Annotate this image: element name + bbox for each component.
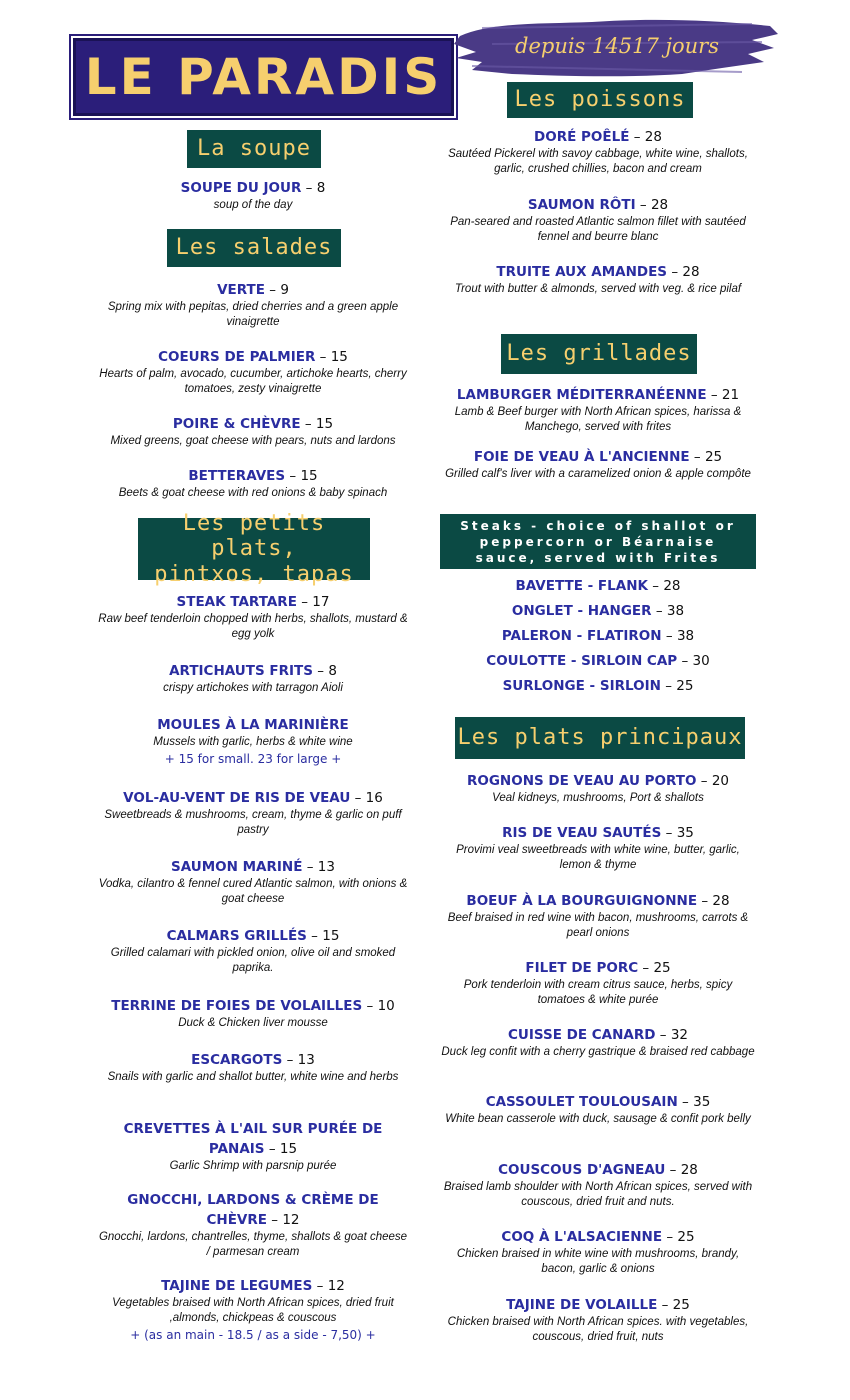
item-price: 28 [712,893,730,909]
item-price: 35 [693,1094,711,1110]
item-price: 15 [279,1141,298,1157]
item-price: 28 [663,578,681,594]
item-name: ROGNONS DE VEAU AU PORTO [466,773,697,789]
item-price: 25 [653,960,671,976]
item-name: SOUPE DU JOUR [180,180,302,196]
item-description: Veal kidneys, mushrooms, Port & shallots [492,792,704,804]
item-price: 25 [704,449,723,465]
item-name: POIRE & CHÈVRE [172,416,301,432]
menu-item: TRUITE AUX AMANDES – 28 Trout with butter & almonds, served with veg. & rice pilaf [440,261,756,297]
menu-item: TERRINE DE FOIES DE VOLAILLES – 10 Duck & Chicken liver mousse [98,995,408,1031]
item-price: 8 [328,663,337,679]
item-price: 28 [644,129,662,145]
item-name: BAVETTE - FLANK [515,578,648,594]
item-name: SAUMON RÔTI [527,197,636,213]
menu-item: BAVETTE - FLANK – 28 [515,578,681,594]
item-description: Trout with butter & almonds, served with veg. & rice pilaf [454,283,742,295]
item-price: 15 [315,416,334,432]
menu-item: COQ À L'ALSACIENNE – 25 Chicken braised in white wine with mushrooms, brandy, bacon, garlic & onions [440,1226,756,1277]
item-price-note: + (as an main - 18.5 / as a side - 7,50) + [130,1328,376,1342]
item-description: Sautéed Pickerel with savoy cabbage, white wine, shallots, garlic, crushed chillies, bacon and cream [448,148,748,175]
item-price: 15 [330,349,348,365]
menu-item: ARTICHAUTS FRITS – 8 crispy artichokes with tarragon Aioli [98,660,408,696]
item-description: Pan-seared and roasted Atlantic salmon fillet with sautéed fennel and beurre blanc [450,216,746,243]
menu-item: TAJINE DE LEGUMES – 12 Vegetables braised with North African spices, dried fruit ,almonds, chickpeas & couscous + (as an main - 18.5 / as a side - 7,50) + [98,1275,408,1343]
item-price: 20 [711,773,729,789]
item-description: Pork tenderloin with cream citrus sauce, herbs, spicy tomatoes & white purée [463,979,733,1006]
menu-item: ONGLET - HANGER – 38 [511,603,685,619]
menu-item: SAUMON MARINÉ – 13 Vodka, cilantro & fennel cured Atlantic salmon, with onions & goat cheese [98,859,408,905]
item-name: COQ À L'ALSACIENNE [501,1229,663,1245]
menu-item: DORÉ POÊLÉ – 28 Sautéed Pickerel with savoy cabbage, white wine, shallots, garlic, crushed chillies, bacon and cream [440,126,756,177]
item-price: 8 [316,180,326,196]
tagline-banner [452,14,782,78]
menu-item: COUSCOUS D'AGNEAU – 28 Braised lamb shoulder with North African spices, served with couscous, dried fruit and nuts. [440,1159,756,1210]
menu-item: PALERON - FLATIRON – 38 [501,628,695,644]
item-name: ARTICHAUTS FRITS [169,663,313,679]
item-description: Duck leg confit with a cherry gastrique & braised red cabbage [441,1046,755,1058]
item-price: 9 [280,282,289,298]
section-header-salades: Les salades [167,229,341,267]
menu-item: SOUPE DU JOUR – 8 soup of the day [98,177,408,213]
item-description: Provimi veal sweetbreads with white wine, butter, garlic, lemon & thyme [456,844,740,871]
item-description: White bean casserole with duck, sausage & confit pork belly [445,1113,751,1125]
item-name: CASSOULET TOULOUSAIN [485,1094,678,1110]
item-description: crispy artichokes with tarragon Aioli [163,682,343,694]
item-description: Chicken braised with North African spices. with vegetables, couscous, dried fruit, nuts [447,1316,749,1343]
item-price: 38 [676,628,695,644]
menu-item: SURLONGE - SIRLOIN – 25 [502,678,694,694]
tagline-text: depuis 14517 jours [515,34,719,58]
menu-item: COEURS DE PALMIER – 15 Hearts of palm, avocado, cucumber, artichoke hearts, cherry tomatoes, zesty vinaigrette [99,349,407,395]
item-name: SURLONGE - SIRLOIN [502,678,661,694]
item-description: Beef braised in red wine with bacon, mushrooms, carrots & pearl onions [447,912,749,939]
item-price: 30 [692,653,710,669]
item-description: Sweetbreads & mushrooms, cream, thyme & garlic on puff pastry [104,809,402,836]
menu-item: FOIE DE VEAU À L'ANCIENNE – 25 Grilled calf's liver with a caramelized onion & apple compôte [440,446,756,482]
item-price: 13 [317,859,335,875]
menu-item: TAJINE DE VOLAILLE – 25 Chicken braised with North African spices. with vegetables, couscous, dried fruit, nuts [440,1294,756,1345]
menu-item: BETTERAVES – 15 Beets & goat cheese with red onions & baby spinach [98,465,408,501]
item-description: Raw beef tenderloin chopped with herbs, shallots, mustard & egg yolk [98,613,408,640]
item-price: 38 [666,603,685,619]
item-name: ONGLET - HANGER [511,603,652,619]
item-name: ESCARGOTS [191,1052,283,1068]
item-description: Grilled calamari with pickled onion, olive oil and smoked paprika. [110,947,396,974]
section-header-plats-principaux: Les plats principaux [455,717,745,759]
item-name: TERRINE DE FOIES DE VOLAILLES [111,998,363,1014]
item-description: Chicken braised in white wine with mushrooms, brandy, bacon, garlic & onions [456,1248,740,1275]
item-name: TRUITE AUX AMANDES [496,264,668,280]
item-name: COUSCOUS D'AGNEAU [498,1162,666,1178]
item-description: Spring mix with pepitas, dried cherries and a green apple vinaigrette [107,301,399,328]
item-name: FILET DE PORC [525,960,639,976]
item-description: Mussels with garlic, herbs & white wine [153,736,353,748]
menu-item: ROGNONS DE VEAU AU PORTO – 20 Veal kidneys, mushrooms, Port & shallots [440,770,756,806]
item-name: LAMBURGER MÉDITERRANÉENNE [456,387,707,403]
item-price: 17 [312,594,330,610]
item-price: 15 [300,468,318,484]
item-description: soup of the day [213,199,293,211]
menu-item: STEAK TARTARE – 17 Raw beef tenderloin chopped with herbs, shallots, mustard & egg yolk [98,594,408,640]
restaurant-logo [73,38,454,116]
item-description: Hearts of palm, avocado, cucumber, artichoke hearts, cherry tomatoes, zesty vinaigrette [99,368,407,395]
item-name: BOEUF À LA BOURGUIGNONNE [466,893,698,909]
item-name: RIS DE VEAU SAUTÉS [502,825,662,841]
menu-item: CREVETTES À L'AIL SUR PURÉE DE PANAIS – 15 Garlic Shrimp with parsnip purée [98,1118,408,1174]
item-description: Garlic Shrimp with parsnip purée [169,1160,337,1172]
item-name: TAJINE DE LEGUMES [161,1278,313,1294]
item-price: 10 [377,998,395,1014]
item-price: 12 [282,1212,300,1228]
menu-item: POIRE & CHÈVRE – 15 Mixed greens, goat cheese with pears, nuts and lardons [98,413,408,449]
item-name: PALERON - FLATIRON [501,628,662,644]
item-name: VOL-AU-VENT DE RIS DE VEAU [123,790,351,806]
section-header-poissons: Les poissons [507,82,693,118]
item-name: CUISSE DE CANARD [507,1027,656,1043]
item-price: 32 [670,1027,689,1043]
menu-item: COULOTTE - SIRLOIN CAP – 30 [486,653,710,669]
item-price: 16 [365,790,383,806]
item-description: Grilled calf's liver with a caramelized onion & apple compôte [445,468,751,480]
item-description: Braised lamb shoulder with North African spices, served with couscous, dried fruit and nuts. [443,1181,753,1208]
item-description: Beets & goat cheese with red onions & baby spinach [118,487,388,499]
item-description: Duck & Chicken liver mousse [178,1017,328,1029]
restaurant-name: LE PARADIS [84,48,443,106]
item-name: FOIE DE VEAU À L'ANCIENNE [473,449,690,465]
item-name: VERTE [217,282,265,298]
menu-item: RIS DE VEAU SAUTÉS – 35 Provimi veal sweetbreads with white wine, butter, garlic, lemon & thyme [440,822,756,873]
item-price: 28 [650,197,669,213]
item-price-note: + 15 for small. 23 for large + [164,752,342,766]
menu-item [98,714,408,767]
item-price: 25 [676,678,694,694]
item-description: Lamb & Beef burger with North African spices, harissa & Manchego, served with frites [454,406,742,433]
menu-item: CUISSE DE CANARD – 32 Duck leg confit with a cherry gastrique & braised red cabbage [441,1027,755,1058]
menu-item: GNOCCHI, LARDONS & CRÈME DE CHÈVRE – 12 Gnocchi, lardons, chantrelles, thyme, shallots & goat cheese / parmesan cream [98,1192,408,1258]
menu-item: VERTE – 9 Spring mix with pepitas, dried cherries and a green apple vinaigrette [98,279,408,330]
menu-item: CALMARS GRILLÉS – 15 Grilled calamari with pickled onion, olive oil and smoked paprika. [98,925,408,976]
item-name: GNOCCHI, LARDONS & CRÈME DE CHÈVRE [127,1192,379,1228]
item-price: 25 [672,1297,690,1313]
section-header-petits-plats: Les petits plats, pintxos, tapas [138,518,370,580]
item-price: 35 [676,825,694,841]
menu-item: FILET DE PORC – 25 Pork tenderloin with cream citrus sauce, herbs, spicy tomatoes & white purée [440,957,756,1008]
menu-item: BOEUF À LA BOURGUIGNONNE – 28 Beef braised in red wine with bacon, mushrooms, carrots & pearl onions [440,890,756,941]
item-description: Snails with garlic and shallot butter, white wine and herbs [107,1071,399,1083]
item-description: Mixed greens, goat cheese with pears, nuts and lardons [110,435,396,447]
menu-item: VOL-AU-VENT DE RIS DE VEAU – 16 Sweetbreads & mushrooms, cream, thyme & garlic on puff pastry [98,787,408,838]
menu-item: CASSOULET TOULOUSAIN – 35 White bean casserole with duck, sausage & confit pork belly [440,1091,756,1127]
menu-item: SAUMON RÔTI – 28 Pan-seared and roasted Atlantic salmon fillet with sautéed fennel and beurre blanc [440,194,756,245]
section-header-grillades: Les grillades [501,334,697,374]
item-name: CREVETTES À L'AIL SUR PURÉE DE PANAIS [123,1121,383,1157]
item-name: COEURS DE PALMIER [158,349,316,365]
item-name: STEAK TARTARE [176,594,297,610]
item-name: COULOTTE - SIRLOIN CAP [486,653,678,669]
menu-item: LAMBURGER MÉDITERRANÉENNE – 21 Lamb & Beef burger with North African spices, harissa & Manchego, served with frites [440,384,756,435]
item-name: CALMARS GRILLÉS [166,928,307,944]
item-price: 21 [721,387,740,403]
section-header-steaks: Steaks - choice of shallot or peppercorn or Béarnaise sauce, served with Frites [440,514,756,569]
item-price: 28 [682,264,700,280]
item-description: Vodka, cilantro & fennel cured Atlantic salmon, with onions & goat cheese [98,878,408,905]
item-description: Gnocchi, lardons, chantrelles, thyme, shallots & goat cheese / parmesan cream [98,1231,408,1258]
item-price: 12 [327,1278,345,1294]
section-header-soupe: La soupe [187,130,321,168]
item-name: TAJINE DE VOLAILLE [506,1297,658,1313]
item-name: BETTERAVES [188,468,286,484]
item-description: Vegetables braised with North African spices, dried fruit ,almonds, chickpeas & couscous [112,1297,394,1324]
item-price: 25 [677,1229,695,1245]
menu-item: ESCARGOTS – 13 Snails with garlic and shallot butter, white wine and herbs [98,1049,408,1085]
item-name: SAUMON MARINÉ [171,859,303,875]
item-name: MOULES À LA MARINIÈRE [157,717,349,733]
item-name: DORÉ POÊLÉ [534,129,630,145]
item-price: 15 [322,928,340,944]
item-price: 13 [297,1052,315,1068]
item-price: 28 [680,1162,698,1178]
